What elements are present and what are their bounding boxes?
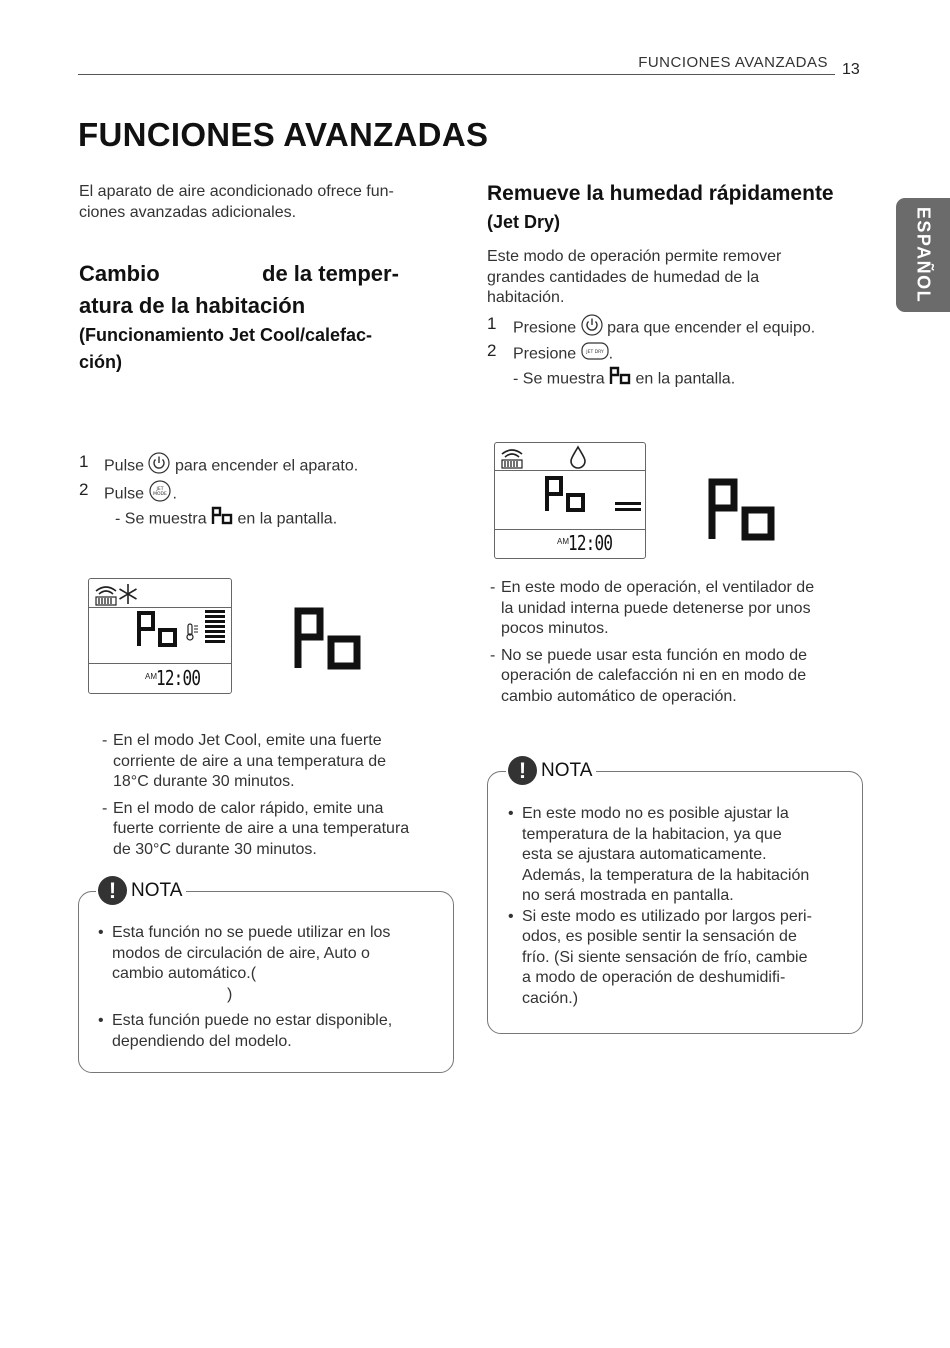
lcd-am-label: AM: [145, 672, 157, 681]
page-title: FUNCIONES AVANZADAS: [78, 116, 489, 153]
left-heading: Cambio de la temper- atura de la habitación: [79, 261, 399, 318]
left-subheading: (Funcionamiento Jet Cool/calefac- ción): [79, 325, 373, 372]
left-nota-item: • Esta función no se puede utilizar en los modos de circulación de aire, Auto o cambio automático.( ): [98, 923, 443, 1005]
fan-speed-bars-icon: [615, 500, 641, 518]
po-segment-display: [543, 474, 587, 519]
left-note-jet-cool: - En el modo Jet Cool, emite una fuerte corriente de aire a una temperatura de 18°C durante 30 minutos.: [102, 732, 387, 790]
intro-text: El aparato de aire acondicionado ofrece fun- ciones avanzadas adicionales.: [79, 183, 394, 221]
header-divider: [78, 74, 835, 75]
po-segment-display: [135, 609, 179, 654]
left-notes: [102, 731, 457, 860]
svg-text:JET DRY: JET DRY: [585, 350, 604, 355]
svg-text:JET: JET: [157, 487, 164, 492]
fan-speed-bars-icon: [205, 609, 225, 652]
language-tab-label: ESPAÑOL: [913, 206, 934, 304]
right-description: Este modo de operación permite remover grandes cantidades de humedad de la habitación.: [487, 248, 782, 306]
thermometer-icon: [185, 623, 199, 646]
right-nota-item: • En este modo no es posible ajustar la temperatura de la habitacion, ya que esta se ajustara automaticamente. Además, la temperatura de la habitación no será mostrada en pantalla.: [508, 804, 853, 907]
right-note-heating: - No se puede usar esta función en modo de operación de calefacción ni en en modo de cambio automático de operación.: [490, 646, 807, 705]
svg-text:MODE: MODE: [153, 492, 168, 497]
left-nota-label: ! NOTA: [96, 876, 186, 905]
right-nota-label: ! NOTA: [506, 756, 596, 785]
right-notes: [490, 578, 870, 707]
power-icon: [581, 314, 603, 343]
po-large-display: [707, 477, 777, 546]
right-subheading: (Jet Dry): [487, 212, 561, 232]
exclamation-icon: !: [98, 876, 127, 905]
lcd-display-jet-dry: [494, 442, 646, 559]
right-note-fan: - En este modo de operación, el ventilador de la unidad interna puede detenerse por unos pocos minutos.: [490, 579, 815, 637]
exclamation-icon: !: [508, 756, 537, 785]
header-section-title: FUNCIONES AVANZADAS: [638, 54, 828, 71]
page-number: 13: [842, 61, 860, 78]
left-nota-content: [98, 923, 443, 1052]
left-note-heat: - En el modo de calor rápido, emite una fuerte corriente de aire a una temperatura de 30°C durante 30 minutos.: [102, 799, 410, 858]
right-nota-item: • Si este modo es utilizado por largos peri- odos, es posible sentir la sensación de frío. (Si siente sensación de frío, cambie a modo de operación de deshumidifi- cación.): [508, 907, 853, 1010]
jet-dry-button-icon: [581, 341, 609, 368]
lcd-time: 12:00: [568, 531, 613, 555]
po-large-display: [293, 606, 363, 675]
left-nota-item: • Esta función puede no estar disponible, dependiendo del modelo.: [98, 1011, 443, 1052]
left-steps: 1 Pulse para encender el aparato. 2 Pulse JET MODE . - Se muestra en la pantalla.: [79, 452, 459, 532]
lcd-time: 12:00: [156, 666, 201, 690]
lcd-am-label: AM: [557, 537, 569, 546]
po-display-icon: [609, 366, 631, 393]
right-nota-content: [508, 804, 853, 1009]
jet-mode-button-icon: [148, 480, 172, 509]
language-tab: [896, 198, 950, 312]
snowflake-icon: [118, 583, 138, 610]
right-heading: Remueve la humedad rápidamente: [487, 182, 834, 205]
right-steps: 1 Presione para que encender el equipo. 2 Presione JET DRY . - Se muestra en la pantalla.: [487, 314, 867, 394]
po-display-icon: [211, 506, 233, 533]
lcd-display-jet-cool: [88, 578, 232, 694]
power-icon: [148, 452, 170, 481]
